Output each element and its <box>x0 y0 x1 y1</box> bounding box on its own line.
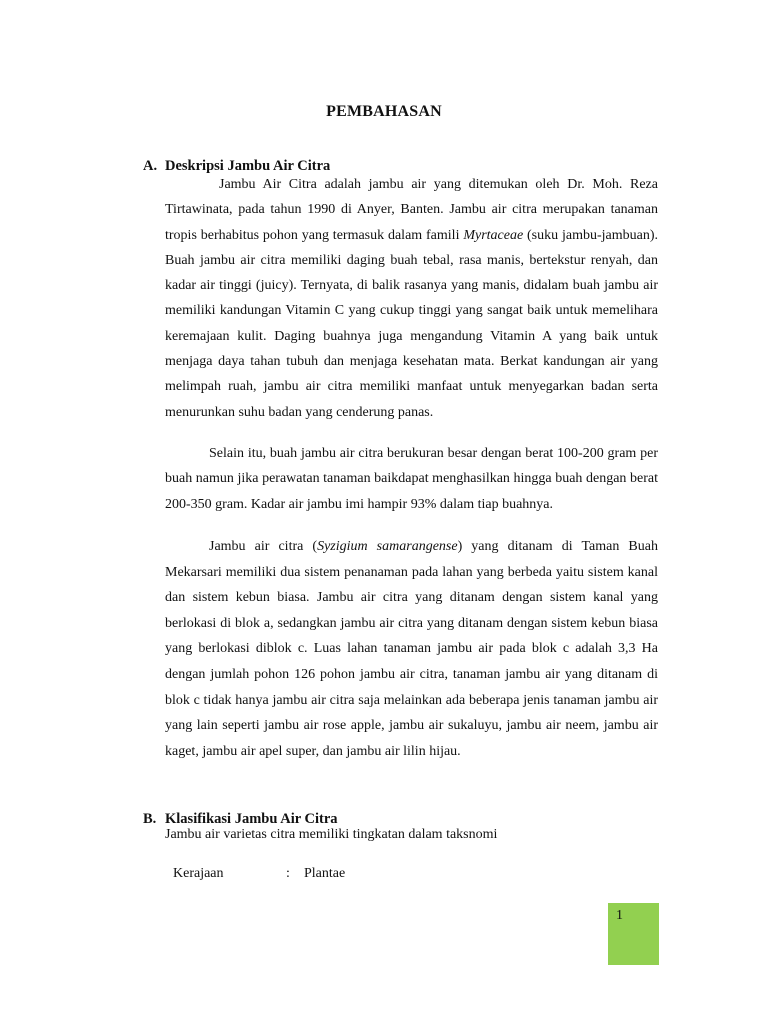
section-b-heading <box>143 811 338 828</box>
para1-text-b: (suku jambu-jambuan). Buah jambu air citra memiliki daging buah tebal, rasa manis, bertekstur renyah, dan kadar air tinggi (juicy). Ternyata, di balik rasanya yang manis, didalam buah jambu air memiliki kandungan Vitamin C yang cukup tinggi yang sangat baik untuk memelihara keremajaan kulit. Daging buahnya juga mengandung Vitamin A yang baik untuk menjaga daya tahan tubuh dan menjaga kesehatan mata. Berkat kandungan air yang melimpah ruah, jambu air citra memiliki manfaat untuk menyegarkan badan serta menurunkan suhu badan yang cenderung panas. <box>165 227 658 420</box>
section-b-letter: B. <box>143 811 157 827</box>
para2-text: Selain itu, buah jambu air citra berukuran besar dengan berat 100-200 gram per buah namun jika perawatan tanaman baikdapat menghasilkan hingga buah dengan berat 200-350 gram. Kadar air jambu imi hampir 93% dalam tiap buahnya. <box>165 446 658 512</box>
taxonomy-label: Kerajaan <box>173 866 224 881</box>
section-a-paragraph-1 <box>165 172 658 425</box>
page-title: PEMBAHASAN <box>326 103 442 120</box>
section-a-letter: A. <box>143 158 158 174</box>
page-number: 1 <box>616 908 623 923</box>
section-a-paragraph-2 <box>165 441 658 517</box>
section-b-intro: Jambu air varietas citra memiliki tingkatan dalam taksnomi <box>165 827 498 842</box>
taxonomy-value: Plantae <box>304 866 346 881</box>
section-a-paragraph-3 <box>165 534 658 764</box>
para1-italic: Myrtaceae <box>463 227 524 243</box>
section-b-title: Klasifikasi Jambu Air Citra <box>165 811 338 827</box>
page-number-box <box>608 903 659 965</box>
para3-text-b: ) yang ditanam di Taman Buah Mekarsari memiliki dua sistem penanaman pada lahan yang berbeda yaitu sistem kanal dan sistem kebun biasa. Jambu air citra yang ditanam dengan sistem kanal yang berlokasi di blok a, sedangkan jambu air citra yang ditanam dengan sistem kebun biasa yang berlokasi diblok c. Luas lahan tanaman jambu air pada blok c adalah 3,3 Ha dengan jumlah pohon 126 pohon jambu air citra, tanaman jambu air yang ditanam di blok c tidak hanya jambu air citra saja melainkan ada beberapa jenis tanaman jambu air yang lain seperti jambu air rose apple, jambu air sukaluyu, jambu air neem, jambu air kaget, jambu air apel super, dan jambu air lilin hijau. <box>165 539 658 759</box>
para3-italic: Syzigium samarangense <box>317 539 458 554</box>
section-a-title: Deskripsi Jambu Air Citra <box>165 158 331 174</box>
para3-text-a: Jambu air citra ( <box>209 539 318 554</box>
para1-text-a: Jambu Air Citra adalah jambu air yang ditemukan oleh Dr. Moh. Reza Tirtawinata, pada tahun 1990 di Anyer, Banten. Jambu air citra merupakan tanaman tropis berhabitus pohon yang termasuk dalam famili <box>165 177 658 243</box>
taxonomy-colon: : <box>286 866 290 881</box>
